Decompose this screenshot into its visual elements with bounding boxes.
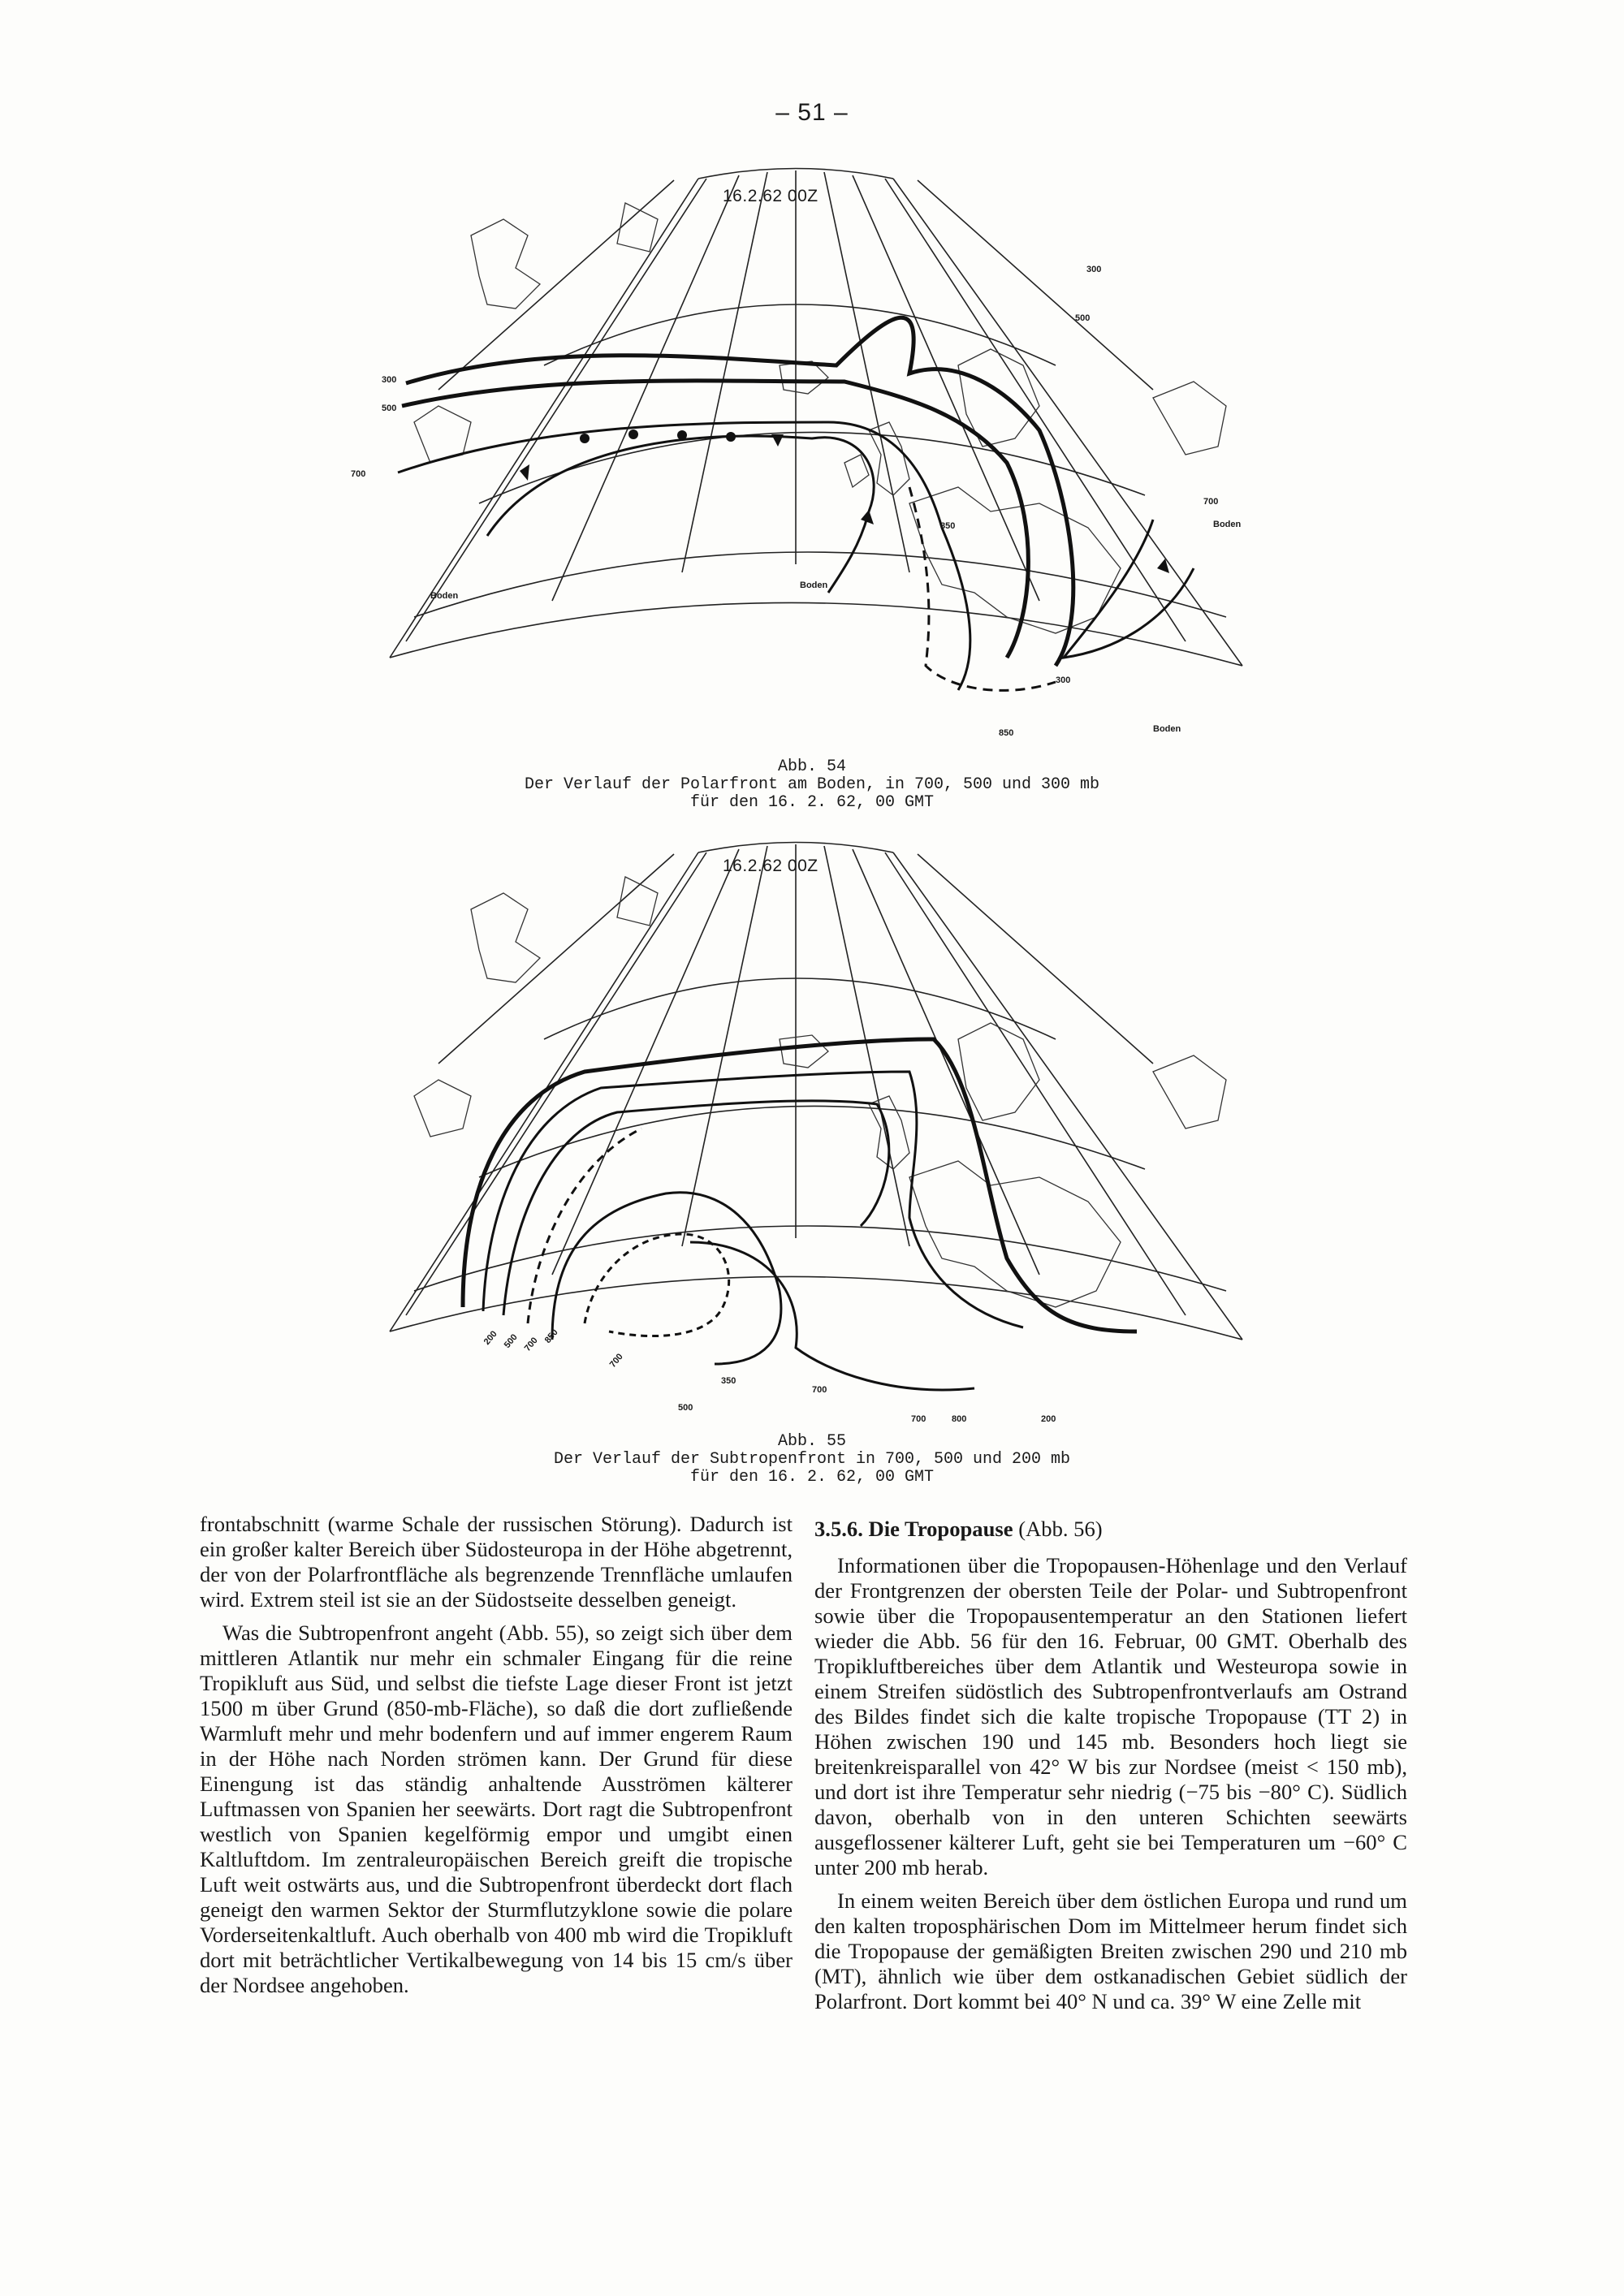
warm-front-symbol	[628, 429, 638, 439]
coastline-north	[617, 877, 658, 926]
left-column	[200, 1512, 793, 2006]
graticule	[390, 843, 1242, 1340]
cold-front-symbol	[861, 510, 874, 524]
figure-55-label: 200	[1041, 1414, 1056, 1424]
isoline-700-outer	[503, 1101, 889, 1315]
latitude-arc	[479, 1106, 1145, 1177]
left-paragraph-2: Was die Subtropenfront angeht (Abb. 55), so zeigt sich über dem mittleren Atlantik nur mehr ein schmaler Eingang für die reine Tropikluft aus Süd, und selbst die tiefste Lage dieser Front ist jetzt 1500 m über Grund (850-mb-Fläche), so daß die dort zufließende Warmluft mehr und mehr bodenfern und auf immer engerem Raum in der Höhe nach Norden strömen kann. Der Grund für diese Einengung ist das ständig anhaltende Ausströmen kälterer Luftmassen von Spanien her seewärts. Dort ragt die Subtropenfront westlich von Spanien kegelförmig empor und umgibt einen Kaltluftdom. Im zentraleuropäischen Bereich greift die tropische Luft weit ostwärts aus, und die Subtropenfront überdeckt dort flach geneigt den warmen Sektor der Sturmflutzyklone sowie die polare Vorderseitenkaltluft. Auch oberhalb von 400 mb wird die Tropikluft dort mit beträchtlicher Vertikalbewegung von 14 bis 15 cm/s über der Nordsee angehoben.	[200, 1621, 793, 1997]
figure-55-caption	[0, 1433, 1624, 1487]
isoline-200	[463, 1039, 1137, 1331]
right-paragraph-2: In einem weiten Bereich über dem östlichen Europa und rund um den kalten troposphärischen Dom im Mittelmeer herum findet sich die Tropopause der gemäßigten Breiten zwischen 290 und 210 mb (MT), ähnlich wie über dem ostkanadischen Gebiet südlich der Polarfront. Dort kommt bei 40° N und ca. 39° W eine Zelle mit	[814, 1888, 1407, 2013]
isoline-350-dashed	[585, 1234, 729, 1336]
meridian-line	[918, 854, 1153, 1064]
figure-55-label: 700	[812, 1385, 827, 1395]
latitude-arc	[390, 602, 1242, 666]
coastline-north	[617, 203, 658, 252]
coastlines	[414, 203, 1226, 633]
figure-55-label: 700	[522, 1336, 540, 1353]
coastline-iceland	[780, 1035, 828, 1068]
isoline-500-outer	[483, 1072, 1023, 1327]
figure-55-date: 16.2.62 00Z	[723, 857, 818, 875]
figure-54-caption-line-2: für den 16. 2. 62, 00 GMT	[689, 793, 935, 812]
figure-55-svg	[341, 836, 1250, 1421]
isoline-boden-east	[1064, 520, 1194, 658]
figure-54-label: Boden	[430, 591, 459, 601]
figure-55-caption-line-1: Der Verlauf der Subtropenfront in 700, 500 und 200 mb	[553, 1450, 1071, 1469]
figure-54-label: 500	[382, 404, 397, 413]
figure-55-label: 700	[607, 1352, 625, 1370]
coastline-ireland	[844, 455, 869, 487]
coastline-greenland	[471, 893, 540, 982]
coastline-greenland	[471, 219, 540, 309]
isoline-850-dashed	[528, 1129, 641, 1323]
figure-55-label: 500	[678, 1403, 693, 1413]
coastline-europe	[909, 1161, 1121, 1307]
figure-55-label: 500	[502, 1332, 520, 1350]
figure-55-caption-label: Abb. 55	[777, 1432, 846, 1451]
figure-54-label: 300	[1086, 265, 1102, 274]
meridian-line	[682, 172, 767, 572]
meridian-line	[552, 175, 739, 601]
figure-54-date: 16.2.62 00Z	[723, 187, 818, 205]
figure-54-map	[341, 162, 1250, 747]
figure-55-label: 700	[911, 1414, 926, 1424]
meridian-line	[406, 179, 706, 641]
figure-54-caption-line-1: Der Verlauf der Polarfront am Boden, in 700, 500 und 300 mb	[524, 775, 1100, 794]
isoline-inner-loop	[552, 1193, 781, 1364]
coastline-canada	[414, 1080, 471, 1137]
latitude-arc	[544, 978, 1056, 1039]
figure-54-svg	[341, 162, 1250, 747]
figure-54-label: Boden	[800, 580, 828, 590]
coastlines	[414, 877, 1226, 1307]
figure-55-label: 800	[952, 1414, 967, 1424]
figure-54-label: Boden	[1153, 724, 1181, 734]
isoline-700-south	[690, 1242, 974, 1390]
meridian-line	[682, 846, 767, 1246]
meridian-line	[853, 849, 1039, 1275]
coastline-russia	[1153, 1055, 1226, 1129]
right-column	[814, 1517, 1407, 2022]
coastline-russia	[1153, 382, 1226, 455]
meridian-line	[893, 179, 1242, 666]
figure-55-caption-line-2: für den 16. 2. 62, 00 GMT	[689, 1468, 935, 1487]
figure-55-map	[341, 836, 1250, 1424]
warm-front-symbol	[580, 434, 590, 443]
warm-front-symbol	[677, 430, 687, 440]
meridian-line	[438, 854, 674, 1064]
meridian-line	[390, 179, 698, 658]
left-paragraph-1: frontabschnitt (warme Schale der russischen Störung). Dadurch ist ein großer kalter Bereich über Südosteuropa in der Höhe abgetrennt, der von der Polarfrontfläche als begrenzende Trennfläche umlaufen wird. Extrem steil ist sie an der Südostseite desselben geneigt.	[200, 1512, 793, 1612]
figure-55-label: 350	[721, 1376, 736, 1386]
figure-54-label: 850	[940, 521, 956, 531]
figure-54-caption-label: Abb. 54	[777, 757, 846, 776]
figure-54-label: 300	[1056, 675, 1071, 685]
figure-54-label: 700	[1203, 497, 1219, 507]
figure-54-label: 500	[1075, 313, 1091, 323]
figure-54-label: 300	[382, 375, 397, 385]
meridian-line	[918, 180, 1153, 390]
page-number: – 51 –	[775, 99, 849, 126]
right-paragraph-1: Informationen über die Tropopausen-Höhenlage und den Verlauf der Frontgrenzen der obersten Teile der Polar- und Subtropenfront sowie über die Tropopausentemperatur an den Stationen liefert wieder die Abb. 56 für den 16. Februar, 00 GMT. Oberhalb des Tropikluftbereiches über dem Atlantik und Westeuropa sowie in einem Streifen südöstlich des Subtropenfrontverlaufs am Ostrand des Bildes findet sich die kalte tropische Tropopause (TT 2) in Höhen zwischen 190 und 145 mb. Besonders hoch liegt sie breitenkreisparallel von 42° W bis zur Nordsee (meist < 150 mb), und dort ist ihre Temperatur sehr niedrig (−75 bis −80° C). Südlich davon, oberhalb von in den unteren Schichten seewärts ausgeflossener kälterer Luft, geht sie bei Temperaturen um −60° C unter 200 mb herab.	[814, 1553, 1407, 1880]
section-heading	[814, 1517, 1407, 1542]
isoline-700	[398, 422, 970, 690]
figure-54-label: 700	[351, 469, 366, 479]
figure-54-label: Boden	[1213, 520, 1242, 529]
section-heading-figure-ref: (Abb. 56)	[1018, 1517, 1103, 1541]
meridian-line	[824, 846, 909, 1246]
isolines-subtropical-front-thin	[483, 1072, 1023, 1390]
figure-54-label: 850	[999, 728, 1014, 738]
figure-54-caption	[0, 758, 1624, 812]
cold-front-symbol	[520, 464, 529, 481]
cold-front-symbol	[771, 434, 784, 447]
figure-55-label: 200	[482, 1329, 499, 1347]
isolines-subtropical-front	[463, 1039, 1137, 1331]
section-heading-title: 3.5.6. Die Tropopause	[814, 1517, 1013, 1541]
isoline-boden-frontline	[487, 436, 874, 593]
figure-55-label: 850	[542, 1327, 560, 1345]
coastline-europe	[909, 487, 1121, 633]
meridian-line	[893, 852, 1242, 1340]
warm-front-symbol	[726, 432, 736, 442]
